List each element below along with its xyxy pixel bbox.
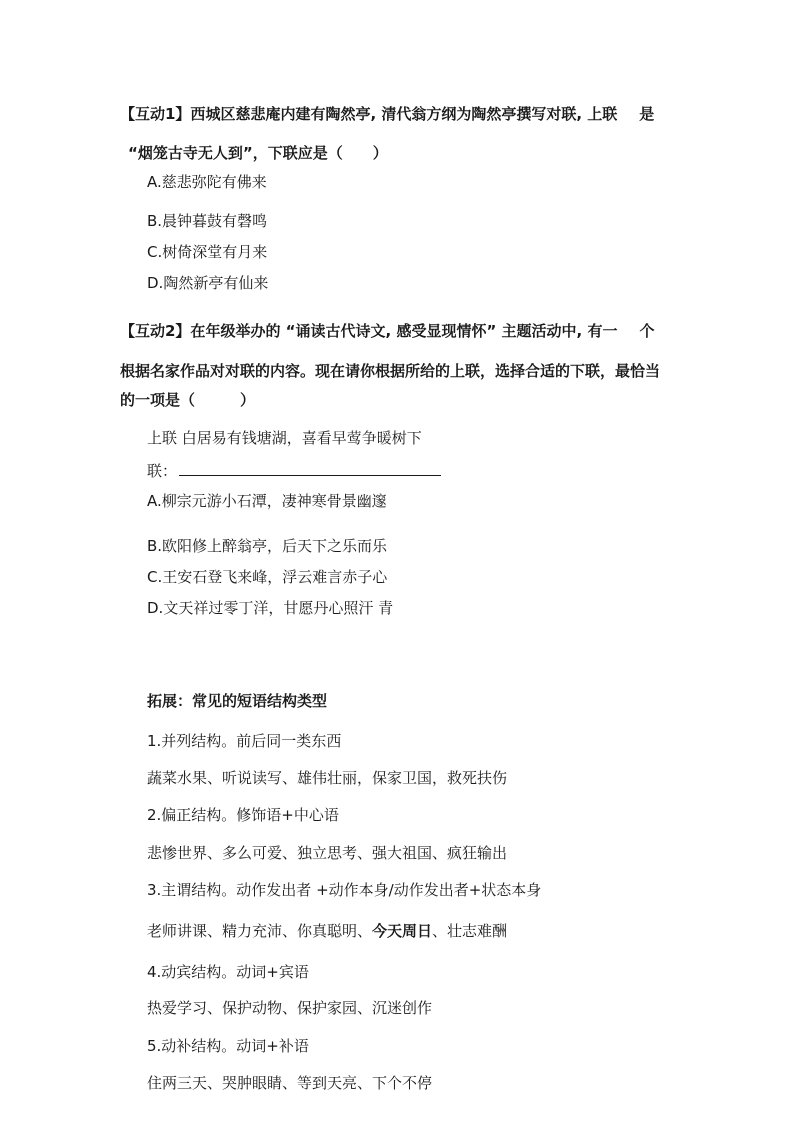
- q1-line1-tail: 是: [639, 105, 655, 123]
- ext-item-3-example: [147, 921, 507, 941]
- q2-option-b: B.欧阳修上醉翁亭，后天下之乐而乐: [147, 537, 388, 555]
- ext-item-3-example-pre: 老师讲课、精力充沛、你真聪明、: [147, 922, 373, 940]
- q1-line1-text: 【互动1】西城区慈悲庵内建有陶然亭, 清代翁方纲为陶然亭撰写对联, 上联: [120, 105, 618, 123]
- ext-item-1-example: 蔬菜水果、听说读写、雄伟壮丽，保家卫国，救死扶伤: [147, 769, 508, 787]
- answer-blank-line: [179, 461, 441, 476]
- q2-option-d: D.文天祥过零丁洋，甘愿丹心照汗 青: [147, 599, 394, 617]
- ext-item-5-example: 住两三天、哭肿眼睛、等到天亮、下个不停: [147, 1074, 433, 1092]
- q1-option-b: B.晨钟暮鼓有磬鸣: [147, 212, 268, 230]
- q2-lower-label: 联：: [147, 462, 178, 480]
- q2-line1-tail: 个: [639, 322, 655, 340]
- q1-option-c: C.树倚深堂有月来: [147, 243, 268, 261]
- q2-line1-text: 【互动2】在年级举办的 “诵读古代诗文, 感受显现情怀” 主题活动中, 有一: [120, 322, 618, 340]
- ext-item-3-example-post: 、壮志难酬: [432, 922, 508, 940]
- q1-line1: [120, 104, 654, 124]
- ext-item-1-head: 1.并列结构。前后同一类东西: [147, 732, 342, 750]
- q1-line2: “烟笼古寺无人到”，下联应是（ ）: [128, 144, 388, 162]
- q2-option-c: C.王安石登飞来峰，浮云难言赤子心: [147, 568, 388, 586]
- q2-line2: 根据名家作品对对联的内容。现在请你根据所给的上联，选择合适的下联，最恰当: [120, 362, 661, 380]
- ext-item-2-head: 2.偏正结构。修饰语+中心语: [147, 806, 339, 824]
- ext-item-5-head: 5.动补结构。动词+补语: [147, 1037, 309, 1055]
- q2-lower-couplet: [147, 461, 441, 481]
- q2-line1: [120, 321, 654, 341]
- q1-option-d: D.陶然新亭有仙来: [147, 274, 269, 292]
- ext-item-3-head: 3.主谓结构。动作发出者 +动作本身/动作发出者+状态本身: [147, 881, 542, 899]
- q1-option-a: A.慈悲弥陀有佛来: [147, 173, 267, 191]
- q2-option-a: A.柳宗元游小石潭，凄神寒骨景幽邃: [147, 492, 387, 510]
- ext-item-4-example: 热爱学习、保护动物、保护家园、沉迷创作: [147, 999, 433, 1017]
- q2-line3: 的一项是（ ）: [120, 391, 256, 409]
- ext-item-3-example-bold: 今天周日: [372, 922, 433, 940]
- ext-item-2-example: 悲惨世界、多么可爱、独立思考、强大祖国、疯狂输出: [147, 844, 508, 862]
- ext-title: 拓展：常见的短语结构类型: [147, 692, 328, 710]
- q2-upper-couplet: 上联 白居易有钱塘湖，喜看早莺争暖树下: [147, 429, 422, 447]
- ext-item-4-head: 4.动宾结构。动词+宾语: [147, 963, 309, 981]
